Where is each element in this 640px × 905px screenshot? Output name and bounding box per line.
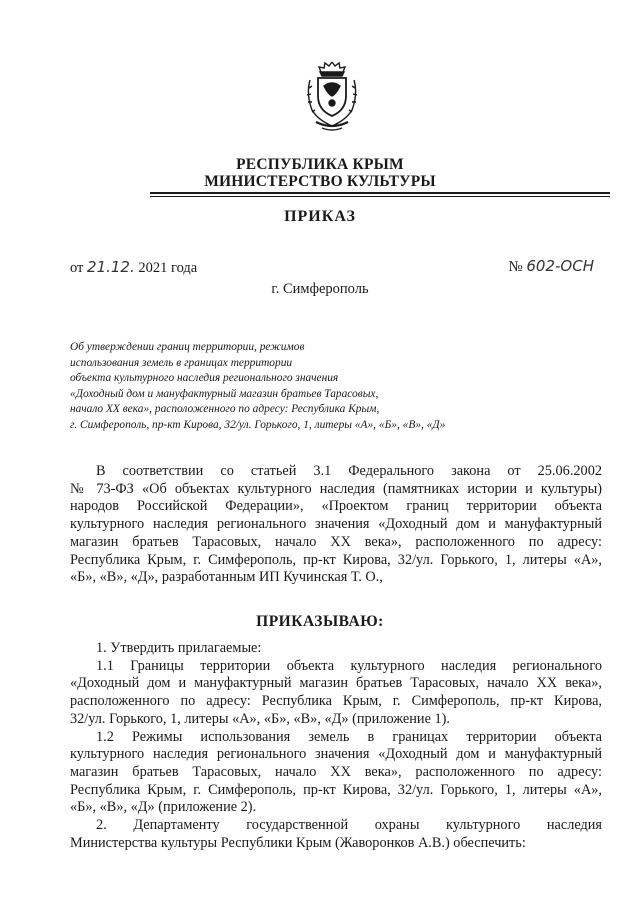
text-line: расположенного по адресу: Республика Крым, г. Симферополь, пр-кт Кирова, [70,693,602,710]
date-year: 2021 года [138,260,198,276]
subject-block [70,340,530,434]
subject-line: объекта культурного наследия регионального значения [70,372,339,385]
subject-line: использования земель в границах территории [70,356,293,369]
text-line: № 73-ФЗ «Об объектах культурного наследия (памятниках истории и культуры) [70,480,602,497]
text-line: В соответствии со статьей 3.1 Федерального закона от 25.06.2002 [96,463,602,479]
subject-line: «Доходный дом и мануфактурный магазин братьев Тарасовых, [70,387,379,400]
date-handwritten: 21.12. [87,258,135,276]
text-line: «Б», «В», «Д», разработанным ИП Кучинская Т. О., [70,569,383,586]
header-republic: РЕСПУБЛИКА КРЫМ [236,156,404,173]
text-line: Республика Крым, г. Симферополь, пр-кт Кирова, 32/ул. Горького, 1, литеры «А», [70,781,602,798]
number-sign: № [508,259,523,275]
text-line: Республика Крым, г. Симферополь, пр-кт Кирова, 32/ул. Горького, 1, литеры «А», [70,551,602,568]
header-rule-thick [150,192,610,194]
order-items [70,640,602,852]
text-line: 1. Утвердить прилагаемые: [96,640,262,656]
text-line: Министерства культуры Республики Крым (Жаворонков А.В.) обеспечить: [70,834,526,851]
order-number [508,257,594,276]
subject-line: начало XX века», расположенного по адресу: Республика Крым, [70,403,380,416]
text-line: магазин братьев Тарасовых, начало XX века», расположенного по адресу: [70,533,602,550]
city: г. Симферополь [271,281,369,297]
subject-line: г. Симферополь, пр-кт Кирова, 32/ул. Горького, 1, литеры «А», «Б», «В», «Д» [70,418,446,431]
text-line: народов Российской Федерации», «Проектом границ территории объекта [70,498,602,515]
date-prefix: от [70,260,84,276]
order-word: ПРИКАЗЫВАЮ: [256,613,384,630]
header-rule-thin [150,196,610,197]
text-line: 2. Департаменту государственной охраны культурного наследия [96,817,602,834]
text-line: культурного наследия регионального значения «Доходный дом и мануфактурный [70,516,602,533]
header-ministry: МИНИСТЕРСТВО КУЛЬТУРЫ [204,173,436,190]
text-line: 1.1 Границы территории объекта культурного наследия регионального [96,657,602,674]
text-line: 32/ул. Горького, 1, литеры «А», «Б», «В», «Д» (приложение 1). [70,710,450,727]
text-line: 1.2 Режимы использования земель в границах территории объекта [96,728,602,745]
document-title: ПРИКАЗ [284,208,356,225]
preamble [70,463,602,587]
number-handwritten: 602-ОСН [526,257,594,275]
text-line: «Б», «В», «Д» (приложение 2). [70,799,257,816]
text-line: культурного наследия регионального значения «Доходный дом и мануфактурный [70,746,602,763]
subject-line: Об утверждении границ территории, режимов [70,341,305,353]
text-line: «Доходный дом и мануфактурный магазин братьев Тарасовых, начало XX века», [70,675,602,692]
text-line: магазин братьев Тарасовых, начало XX века», расположенного по адресу: [70,763,602,780]
date-line [70,258,197,277]
crimea-coat-of-arms-icon [302,56,362,136]
